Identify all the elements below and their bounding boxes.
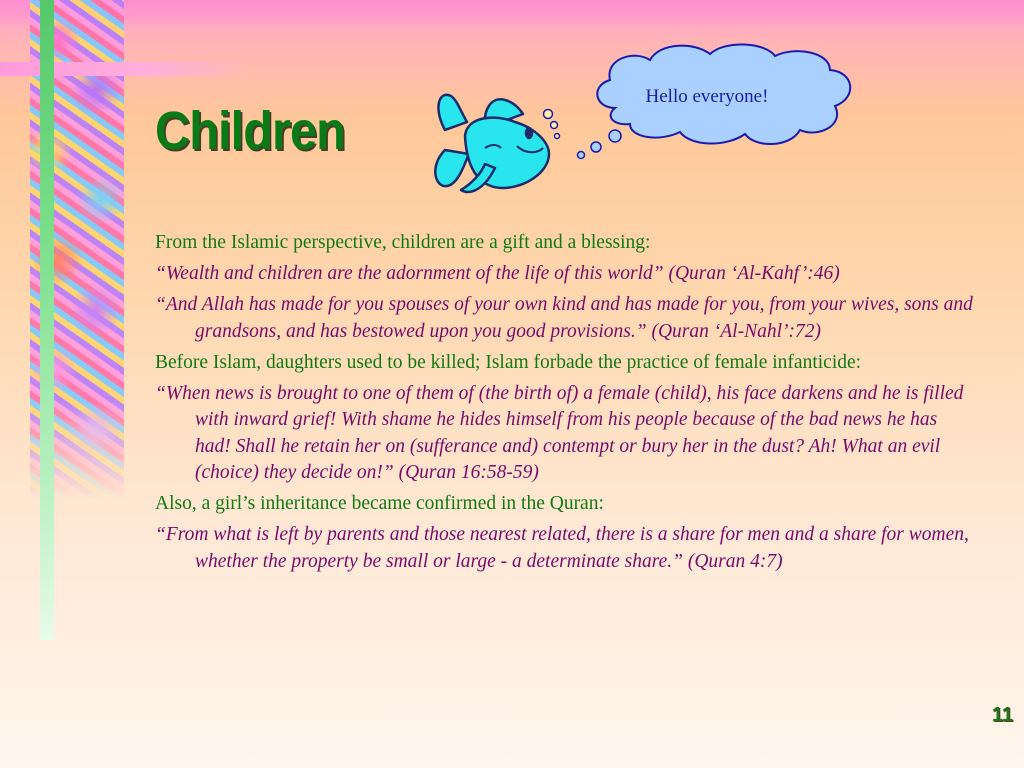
top-gradient-band [0, 0, 1024, 28]
page-number: 11 [991, 704, 1013, 726]
quote-4-7: “From what is left by parents and those nearest related, there is a share for men and a share for women, whether the property be small or large - a determinate share.” (Quran 4:7) [155, 524, 969, 572]
slide-title: Children [155, 101, 345, 161]
quote-16-58-59: “When news is brought to one of them of (the birth of) a female (child), his face darkens and he is filled with inward grief! With shame he hides himself from his people because of the bad news he has had! Shall he retain her on (sufferance and) contempt or bury her in the dust? Ah! What an evil (choice) they decide on!” (Quran 16:58-59) [155, 382, 964, 483]
slide-body [155, 230, 975, 580]
fish-thought-illustration [425, 38, 865, 218]
quote-al-kahf: “Wealth and children are the adornment of the life of this world” (Quran ‘Al-Kahf’:46) [155, 263, 840, 284]
speech-bubble-text: Hello everyone! [645, 86, 769, 107]
decorative-horizontal-stripe [0, 62, 250, 76]
fish-icon [435, 95, 549, 192]
quote-al-nahl: “And Allah has made for you spouses of your own kind and has made for you, from your wives, sons and grandsons, and has bestowed upon you good provisions.” (Quran ‘Al-Nahl’:72) [155, 294, 973, 342]
paragraph-inheritance: Also, a girl’s inheritance became confirmed in the Quran: [155, 493, 604, 514]
paragraph-infanticide: Before Islam, daughters used to be killed; Islam forbade the practice of female infanticide: [155, 351, 862, 373]
decorative-vertical-bar [40, 0, 54, 640]
thought-trail-icon [544, 110, 622, 159]
paragraph-intro: From the Islamic perspective, children are a gift and a blessing: [155, 232, 651, 253]
